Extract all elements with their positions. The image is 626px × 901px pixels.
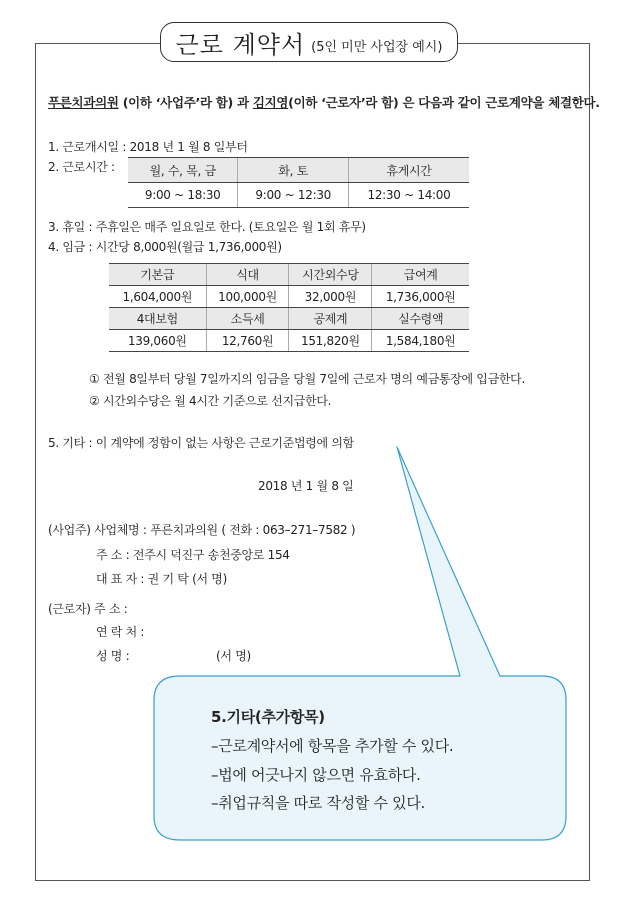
employer-name-line: (사업주) 사업체명 : 푸른치과의원 ( 전화 : 063–271–7582 ) [48, 523, 356, 537]
callout-title: 5.기타(추가항목) [211, 708, 325, 726]
table-header-cell: 월, 수, 목, 금 [128, 158, 238, 183]
table-header-cell: 실수령액 [372, 308, 469, 330]
table-cell: 12:30 ~ 14:00 [349, 183, 470, 208]
table-header-cell: 화, 토 [238, 158, 349, 183]
table-cell: 100,000원 [206, 286, 289, 308]
employer-address-line: 주 소 : 전주시 덕진구 송천중앙로 154 [96, 548, 290, 562]
table-header-cell: 소득세 [206, 308, 289, 330]
other-line: 5. 기타 : 이 계약에 정함이 없는 사항은 근로기준법령에 의함 [48, 436, 354, 450]
callout-item: –취업규칙을 따로 작성할 수 있다. [211, 794, 426, 812]
wage-note-2: ② 시간외수당은 월 4시간 기준으로 선지급한다. [89, 394, 332, 408]
callout-item: –근로계약서에 항목을 추가할 수 있다. [211, 737, 454, 755]
employer-rep-line: 대 표 자 : 권 기 탁 (서 명) [96, 572, 227, 586]
wage-label: 4. 임금 : 시간당 8,000원(월급 1,736,000원) [48, 240, 282, 254]
table-cell: 1,604,000원 [109, 286, 206, 308]
table-cell: 1,736,000원 [372, 286, 469, 308]
callout-item: –법에 어긋나지 않으면 유효하다. [211, 766, 421, 784]
table-header-cell: 공제계 [289, 308, 372, 330]
employee-name-line: 성 명 : [96, 649, 130, 663]
employee-name: 김지영 [252, 95, 289, 110]
table-cell: 151,820원 [289, 330, 372, 352]
document-title: 근로 계약서 [175, 30, 306, 59]
table-cell: 9:00 ~ 18:30 [128, 183, 238, 208]
table-cell: 9:00 ~ 12:30 [238, 183, 349, 208]
table-header-cell: 휴게시간 [349, 158, 470, 183]
intro-part2: (이하 ‘근로자’라 함) 은 다음과 같이 근로계약을 체결한다. [288, 95, 600, 110]
table-cell: 12,760원 [206, 330, 289, 352]
employee-sign: (서 명) [216, 649, 251, 663]
table-header-cell: 4대보험 [109, 308, 206, 330]
table-header-cell: 식대 [206, 264, 289, 286]
table-cell: 1,584,180원 [372, 330, 469, 352]
intro-part1: (이하 ‘사업주’라 함) 과 [118, 95, 253, 110]
table-cell: 32,000원 [289, 286, 372, 308]
hours-label: 2. 근로시간 : [48, 160, 115, 174]
employee-contact-line: 연 락 처 : [96, 625, 145, 639]
table-header-cell: 급여계 [372, 264, 469, 286]
start-date-line: 1. 근로개시일 : 2018 년 1 월 8 일부터 [48, 140, 248, 154]
contract-date: 2018 년 1 월 8 일 [258, 479, 354, 493]
table-cell: 139,060원 [109, 330, 206, 352]
table-header-cell: 시간외수당 [289, 264, 372, 286]
employer-name: 푸른치과의원 [48, 95, 119, 110]
employee-address-line: (근로자) 주 소 : [48, 602, 128, 616]
document-subtitle: (5인 미만 사업장 예시) [311, 39, 443, 55]
table-header-cell: 기본급 [109, 264, 206, 286]
wage-note-1: ① 전월 8일부터 당월 7일까지의 임금을 당월 7일에 근로자 명의 예금통장에 입금한다. [89, 372, 525, 386]
holiday-line: 3. 휴일 : 주휴일은 매주 일요일로 한다. (토요일은 월 1회 휴무) [48, 220, 366, 234]
